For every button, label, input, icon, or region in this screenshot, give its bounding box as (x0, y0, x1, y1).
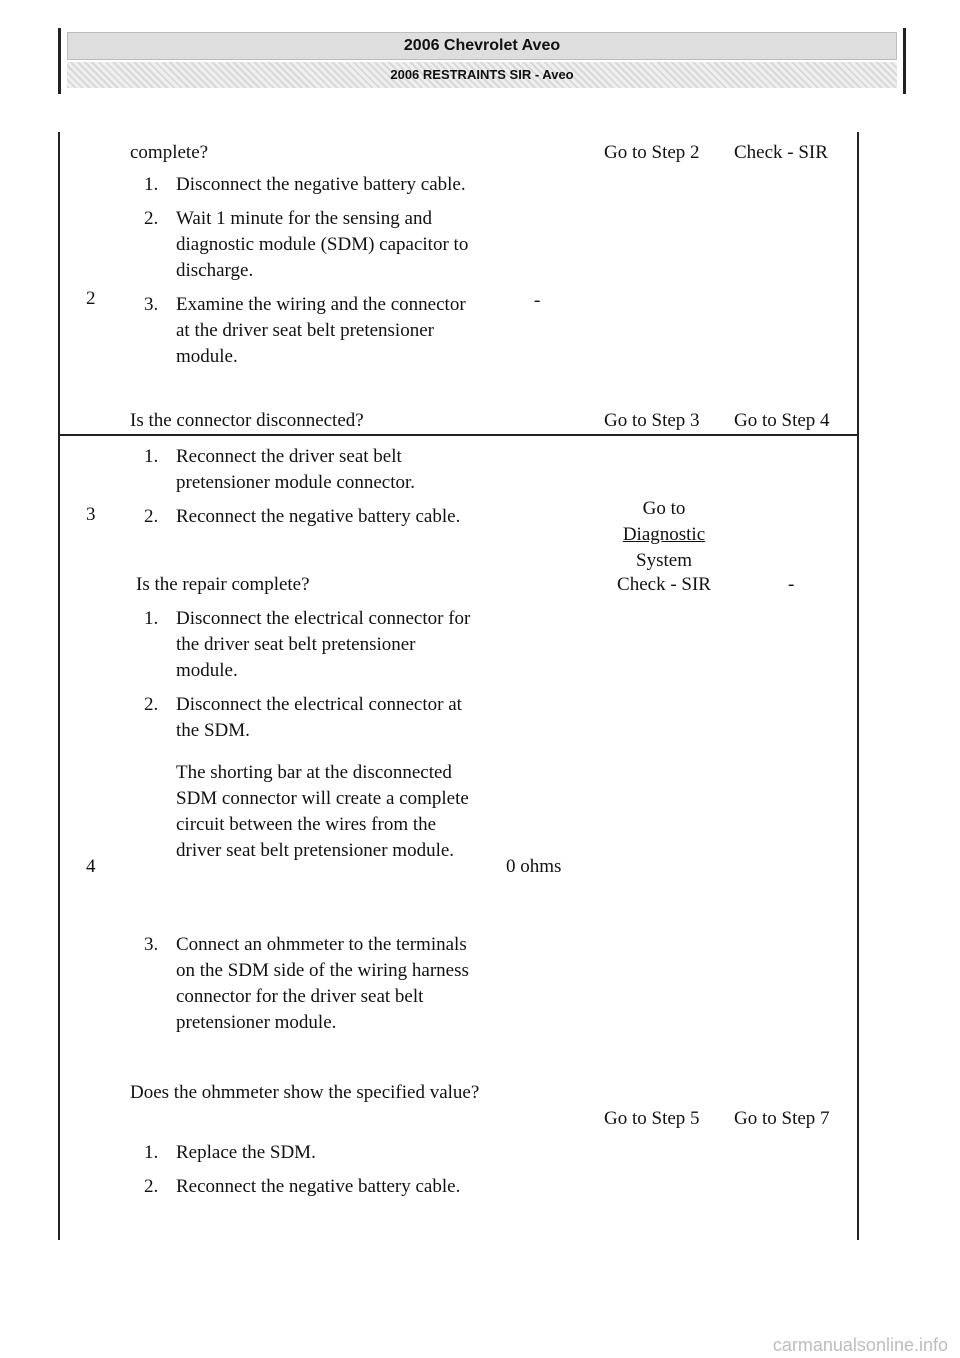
step-number: 4 (86, 856, 96, 877)
list-item: 2. Wait 1 minute for the sensing and diagnostic module (SDM) capacitor to discharge. (144, 208, 469, 281)
question-text: Is the repair complete? (136, 574, 310, 595)
list-item: 1. Disconnect the negative battery cable. (144, 174, 466, 195)
no-cell: Check - SIR (734, 142, 828, 163)
list-item: 1. Disconnect the electrical connector for the driver seat belt pretensioner module. (144, 608, 471, 681)
list-item: 1. Reconnect the driver seat belt pretensioner module connector. (144, 446, 416, 493)
value-cell: - (534, 290, 541, 311)
document-subtitle: 2006 RESTRAINTS SIR - Aveo (67, 62, 897, 88)
yes-cell-line: Go to (642, 498, 686, 519)
no-cell: - (788, 574, 795, 595)
document-header (58, 28, 906, 94)
action-list (130, 606, 480, 752)
value-cell: 0 ohms (506, 856, 562, 877)
list-item: 2. Reconnect the negative battery cable. (144, 506, 461, 527)
note-text: The shorting bar at the disconnected SDM connector will create a complete circuit between the wires from the driver seat belt pretensioner module. (176, 762, 469, 861)
row-divider (58, 434, 859, 436)
action-list (130, 444, 475, 538)
list-item: 3. Connect an ohmmeter to the terminals on the SDM side of the wiring harness connector for the driver seat belt pretensioner module. (144, 934, 469, 1033)
diagnostic-system-check-link[interactable]: Diagnostic (622, 524, 706, 545)
yes-cell-line: Check - SIR (617, 574, 711, 595)
no-cell: Go to Step 4 (734, 410, 830, 431)
step-number: 3 (86, 504, 96, 525)
document-title: 2006 Chevrolet Aveo (67, 32, 897, 60)
watermark: carmanualsonline.info (772, 1335, 948, 1355)
table-right-border (857, 132, 859, 1240)
yes-cell: Go to Step 5 (604, 1108, 700, 1129)
action-list (130, 172, 475, 378)
question-text: Does the ohmmeter show the specified value? (130, 1082, 480, 1103)
yes-cell-line: System (636, 550, 692, 571)
question-text: Is the connector disconnected? (130, 410, 364, 431)
yes-cell: Go to Step 3 (604, 410, 700, 431)
action-list (130, 1140, 475, 1208)
list-item: 2. Disconnect the electrical connector at the SDM. (144, 694, 462, 741)
list-item: 3. Examine the wiring and the connector at the driver seat belt pretensioner module. (144, 294, 466, 367)
list-item: 1. Replace the SDM. (144, 1142, 316, 1163)
action-list (130, 932, 480, 1044)
action-lead-text: complete? (130, 142, 209, 163)
table-left-border (58, 132, 60, 1240)
no-cell: Go to Step 7 (734, 1108, 830, 1129)
list-item: 2. Reconnect the negative battery cable. (144, 1176, 461, 1197)
yes-cell: Go to Step 2 (604, 142, 700, 163)
step-number: 2 (86, 288, 96, 309)
